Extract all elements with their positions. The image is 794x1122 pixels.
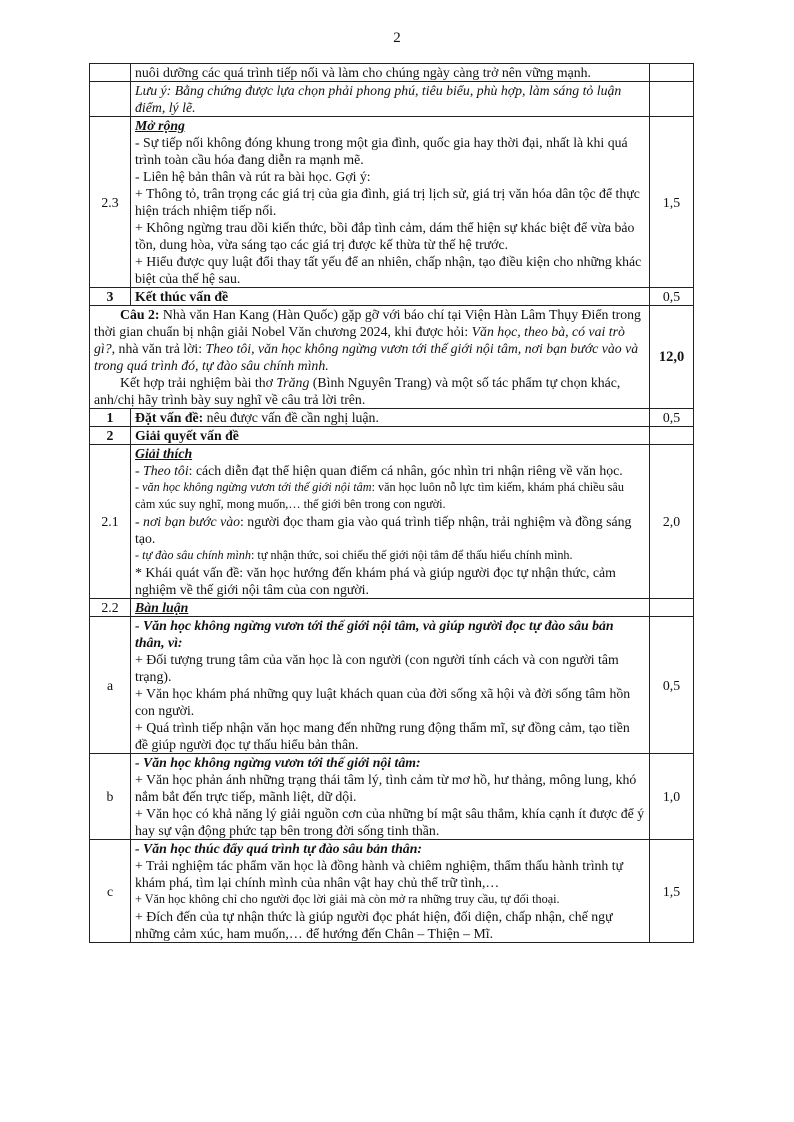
section-content bbox=[131, 617, 650, 754]
content-line: + Thông tỏ, trân trọng các giá trị của gia đình, giá trị lịch sử, giá trị văn hóa dân tộc để thực hiện trách nhiệm tiếp nối. bbox=[135, 186, 640, 218]
score: 2,0 bbox=[650, 445, 694, 599]
section-number: 3 bbox=[90, 288, 131, 306]
item-label: a bbox=[90, 617, 131, 754]
score: 1,5 bbox=[650, 840, 694, 943]
section-heading: Bàn luận bbox=[131, 599, 650, 617]
section-number: 2.3 bbox=[90, 117, 131, 288]
table-row-question-2 bbox=[90, 306, 694, 409]
section-content: Giải thích - Theo tôi: cách diễn đạt thể hiện quan điểm cá nhân, góc nhìn tri nhận riêng về văn học. - văn học không ngừng vươn tới thế giới nội tâm: văn học luôn nỗ lực tìm kiếm, khám phá chiều sâu cảm xúc suy nghĩ, mong muốn,… thế giới bên trong con người. - nơi bạn bước vào: người đọc tham gia vào quá trình tiếp nhận, trải nghiệm và đồng sáng tạo. - tự đào sâu chính mình: tự nhận thức, soi chiếu thế giới nội tâm để thấu hiểu chính mình. * Khái quát vấn đề: văn học hướng đến khám phá và giúp người đọc tự nhận thức, cảm nghiệm về thế giới nội tâm của con người. bbox=[131, 445, 650, 599]
page-number: 2 bbox=[393, 30, 401, 46]
table-row-continuation bbox=[90, 64, 694, 82]
content-line: + Đích đến của tự nhận thức là giúp người đọc phát hiện, đối diện, chấp nhận, chế ngự những cảm xúc, ham muốn,… để hướng đến Chân – Thiện – Mĩ. bbox=[135, 909, 613, 941]
table-row-a bbox=[90, 617, 694, 754]
section-number: 2.2 bbox=[90, 599, 131, 617]
question-2-prompt: Câu 2: Nhà văn Han Kang (Hàn Quốc) gặp gỡ với báo chí tại Viện Hàn Lâm Thụy Điển trong thời gian chuẩn bị nhận giải Nobel Văn chương 2024, khi được hỏi: Văn học, theo bà, có vai trò gì?, nhà văn trả lời: Theo tôi, văn học không ngừng vươn tới thế giới nội tâm, nơi bạn bước vào và trong quá trình đó, tự đào sâu chính mình. Kết hợp trải nghiệm bài thơ Trăng (Bình Nguyên Trang) và một số tác phẩm tự chọn khác, anh/chị hãy trình bày suy nghĩ về câu trả lời trên. bbox=[90, 306, 650, 409]
evidence-note: Lưu ý: Bằng chứng được lựa chọn phải phong phú, tiêu biểu, phù hợp, làm sáng tỏ luận điểm, lý lẽ. bbox=[131, 82, 650, 117]
section-content bbox=[131, 754, 650, 840]
content-line: + Văn học không chỉ cho người đọc lời giải mà còn mở ra những truy cầu, tự đối thoại. bbox=[135, 892, 560, 906]
item-title: - Văn học không ngừng vươn tới thế giới nội tâm, và giúp người đọc tự đào sâu bản thân, vì: bbox=[135, 618, 614, 650]
section-content: Đặt vấn đề: nêu được vấn đề cần nghị luận. bbox=[131, 409, 650, 427]
table-row-3 bbox=[90, 288, 694, 306]
scoring-table bbox=[89, 63, 694, 943]
continuation-text: nuôi dưỡng các quá trình tiếp nối và làm cho chúng ngày càng trở nên vững mạnh. bbox=[131, 64, 650, 82]
content-line: - Sự tiếp nối không đóng khung trong một gia đình, quốc gia hay thời đại, nhất là khi quá trình toàn cầu hóa đang diễn ra mạnh mẽ. bbox=[135, 135, 628, 167]
table-row-c bbox=[90, 840, 694, 943]
score: 1,5 bbox=[650, 117, 694, 288]
item-label: c bbox=[90, 840, 131, 943]
content-line: + Trải nghiệm tác phẩm văn học là đồng hành và chiêm nghiệm, thẩm thấu hành trình tự khám phá, tìm lại chính mình của nhân vật hay chủ thể trữ tình,… bbox=[135, 858, 624, 890]
section-content bbox=[131, 840, 650, 943]
content-line: + Không ngừng trau dồi kiến thức, bồi đắp tình cảm, dám thể hiện sự khác biệt để vừa bảo tồn, dung hòa, vừa sáng tạo các giá trị được kế thừa từ thế hệ trước. bbox=[135, 220, 635, 252]
content-line: + Hiểu được quy luật đổi thay tất yếu để an nhiên, chấp nhận, tạo điều kiện cho những khác biệt của thế hệ sau. bbox=[135, 254, 642, 286]
question-label: Câu 2: bbox=[120, 307, 160, 322]
content-line: + Văn học phản ánh những trạng thái tâm lý, tình cảm từ mơ hồ, hư thảng, mông lung, khó nắm bắt đến trực tiếp, mãnh liệt, dữ dội. bbox=[135, 772, 637, 804]
content-line: - Liên hệ bản thân và rút ra bài học. Gợi ý: bbox=[135, 169, 371, 184]
item-label: b bbox=[90, 754, 131, 840]
item-title: - Văn học không ngừng vươn tới thế giới nội tâm: bbox=[135, 755, 421, 770]
table-row-q2-2-1 bbox=[90, 445, 694, 599]
score: 0,5 bbox=[650, 617, 694, 754]
section-number: 2 bbox=[90, 427, 131, 445]
content-line: + Văn học khám phá những quy luật khách quan của đời sống xã hội và đời sống tâm hồn con người. bbox=[135, 686, 631, 718]
item-title: - Văn học thúc đẩy quá trình tự đào sâu bản thân: bbox=[135, 841, 422, 856]
section-number: 2.1 bbox=[90, 445, 131, 599]
section-title: Kết thúc vấn đề bbox=[131, 288, 650, 306]
content-line: + Quá trình tiếp nhận văn học mang đến những rung động thẩm mĩ, sự đồng cảm, tạo tiền đề giúp người đọc tự thấu hiểu bản thân. bbox=[135, 720, 630, 752]
section-number: 1 bbox=[90, 409, 131, 427]
question-score: 12,0 bbox=[650, 306, 694, 409]
section-heading: Mở rộng bbox=[135, 118, 185, 133]
content-line: * Khái quát vấn đề: văn học hướng đến khám phá và giúp người đọc tự nhận thức, cảm nghiệm về thế giới nội tâm của con người. bbox=[135, 565, 616, 597]
section-title: Giải quyết vấn đề bbox=[131, 427, 650, 445]
score: 0,5 bbox=[650, 409, 694, 427]
score: 0,5 bbox=[650, 288, 694, 306]
section-heading: Giải thích bbox=[135, 446, 193, 461]
table-row-q2-1 bbox=[90, 409, 694, 427]
table-row-2-3 bbox=[90, 117, 694, 288]
content-line: + Văn học có khả năng lý giải nguồn cơn của những bí mật sâu thẳm, khía cạnh ít được để ý hay sự vận động phức tạp bên trong đời sống tinh thần. bbox=[135, 806, 645, 838]
content-line: + Đối tượng trung tâm của văn học là con người (con người tính cách và con người tâm trạng). bbox=[135, 652, 619, 684]
table-row-b bbox=[90, 754, 694, 840]
score: 1,0 bbox=[650, 754, 694, 840]
table-row-q2-2 bbox=[90, 427, 694, 445]
section-content bbox=[131, 117, 650, 288]
table-row-q2-2-2 bbox=[90, 599, 694, 617]
table-row-note bbox=[90, 82, 694, 117]
